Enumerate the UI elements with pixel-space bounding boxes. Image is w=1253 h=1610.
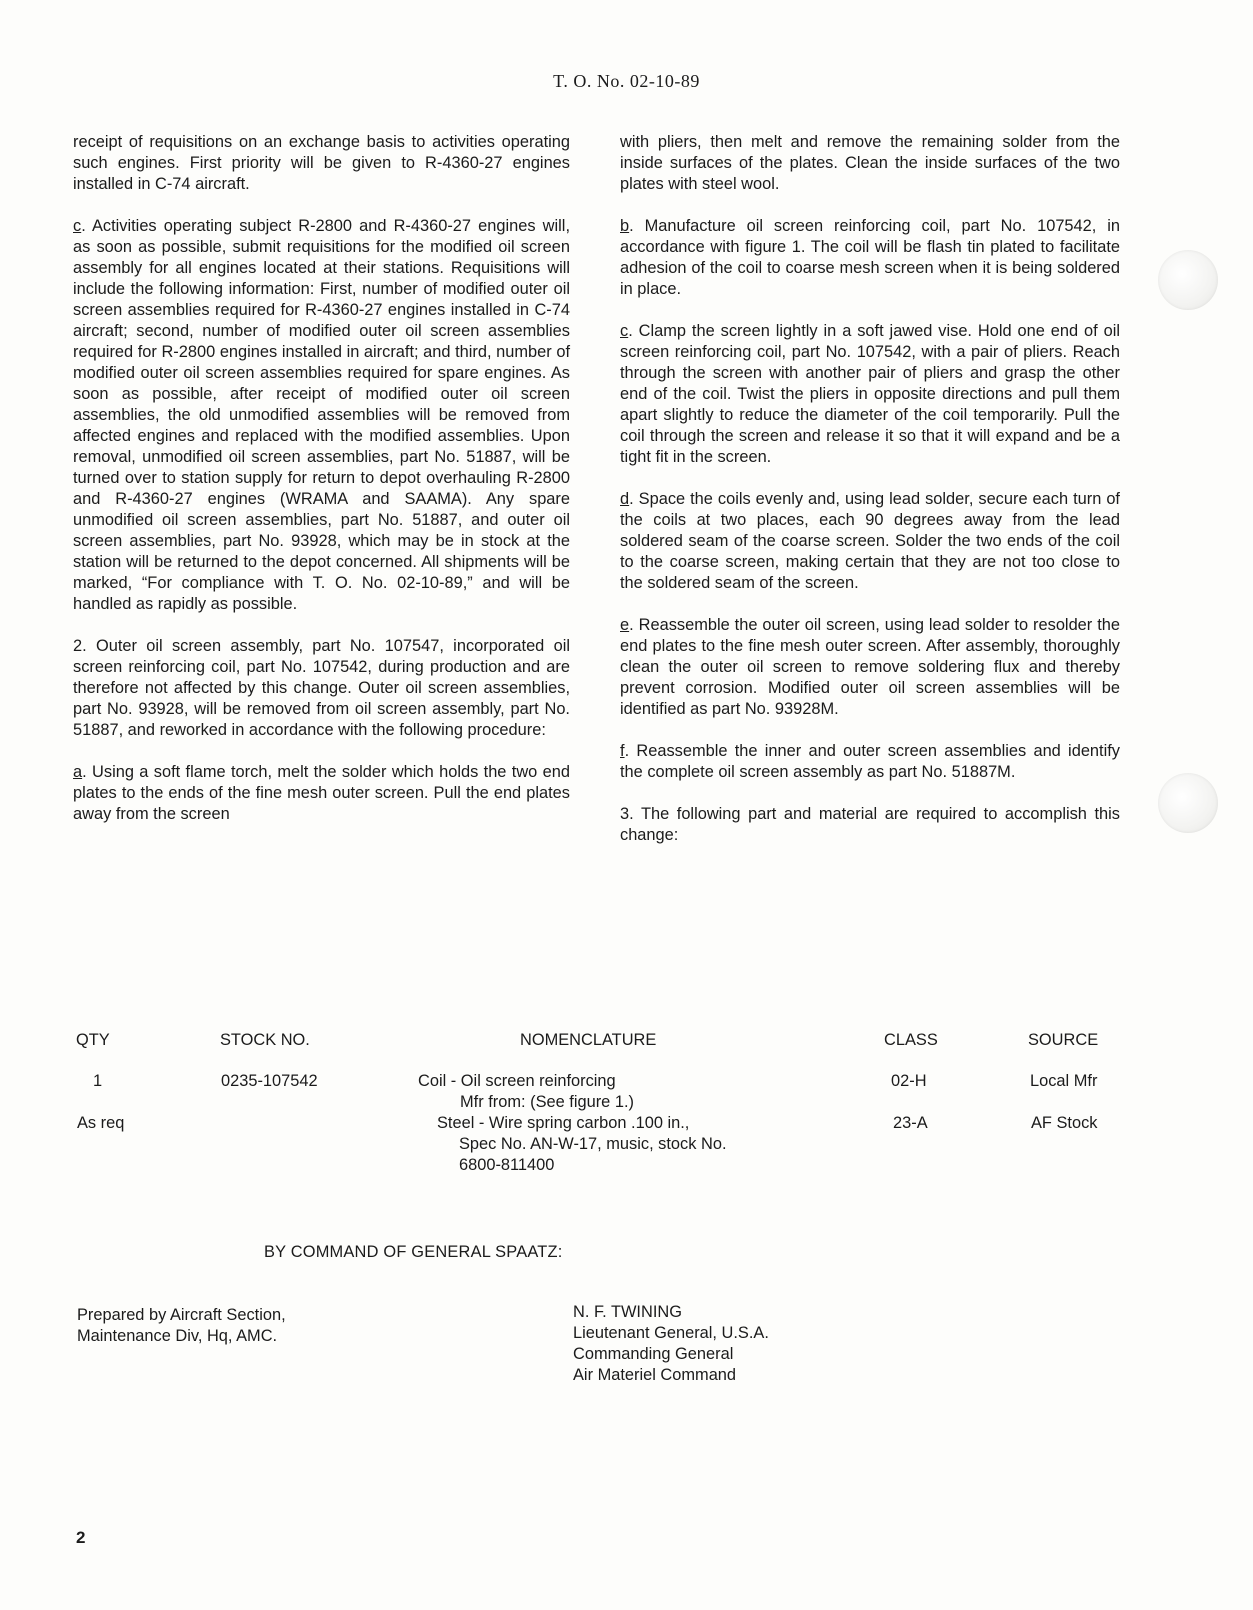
prepared-by <box>77 1305 286 1347</box>
paragraph-marker: c <box>620 322 629 340</box>
nomenclature-line: Coil - Oil screen reinforcing <box>418 1072 616 1090</box>
header-class: CLASS <box>884 1031 938 1049</box>
cell-source: Local Mfr <box>1030 1072 1098 1090</box>
prepared-line: Maintenance Div, Hq, AMC. <box>77 1327 278 1345</box>
paragraph-marker: c <box>73 217 82 235</box>
cell-class: 23-A <box>893 1114 928 1132</box>
paragraph-marker: f <box>620 742 625 760</box>
cell-source: AF Stock <box>1031 1114 1098 1132</box>
paragraph-text: . Reassemble the inner and outer screen assemblies and identify the complete oil screen assembly as part No. 51887M. <box>620 742 1120 781</box>
prepared-line: Prepared by Aircraft Section, <box>77 1306 286 1324</box>
punch-hole-top <box>1158 250 1218 310</box>
cell-qty: 1 <box>93 1072 103 1090</box>
paragraph-marker: e <box>620 616 630 634</box>
paragraph-b <box>620 216 1120 300</box>
cell-nomenclature <box>437 1113 727 1176</box>
paragraph-f <box>620 741 1120 783</box>
paragraph-e <box>620 615 1120 720</box>
signatory-name: N. F. TWINING <box>573 1303 682 1321</box>
paragraph-text: . Space the coils evenly and, using lead solder, secure each turn of the coils at two places, each 90 degrees away from the lead soldered seam of the coarse screen. Solder the two ends of the coil to the coarse screen, making certain that they are not too close to the soldered seam of the screen. <box>620 490 1120 592</box>
page-number: 2 <box>76 1528 86 1547</box>
table-row <box>73 1071 1153 1113</box>
paragraph-text: . Using a soft flame torch, melt the solder which holds the two end plates to the ends of the fine mesh outer screen. Pull the end plates away from the screen <box>73 763 570 823</box>
cell-class: 02-H <box>891 1072 927 1090</box>
left-column <box>73 132 570 846</box>
paragraph-text: . Clamp the screen lightly in a soft jawed vise. Hold one end of oil screen reinforcing coil, part No. 107542, with a pair of pliers. Reach through the screen with another pair of pliers and grasp the other end of the coil. Twist the pliers in opposite directions and pull them apart slightly to reduce the diameter of the coil temporarily. Pull the coil through the screen and release it so that it will expand and be a tight fit in the screen. <box>620 322 1120 466</box>
paragraph-a <box>73 762 570 825</box>
signatory-title: Air Materiel Command <box>573 1366 737 1384</box>
signature-block <box>573 1302 769 1386</box>
parts-table-header <box>73 1030 1153 1051</box>
cell-nomenclature <box>418 1071 634 1113</box>
paragraph-marker: b <box>620 217 630 235</box>
command-line: BY COMMAND OF GENERAL SPAATZ: <box>264 1243 563 1261</box>
signatory-title: Lieutenant General, U.S.A. <box>573 1324 769 1342</box>
nomenclature-line: 6800-811400 <box>459 1156 555 1174</box>
paragraph-c <box>73 216 570 615</box>
paragraph-d <box>620 489 1120 594</box>
paragraph-3: 3. The following part and material are required to accomplish this change: <box>620 805 1120 844</box>
nomenclature-line: Spec No. AN-W-17, music, stock No. <box>459 1135 727 1153</box>
header-source: SOURCE <box>1028 1031 1099 1049</box>
paragraph-text: . Activities operating subject R-2800 and R-4360-27 engines will, as soon as possible, submit requisitions for the modified oil screen assembly for all engines located at their stations. Requisitions will include the following information: First, number of modified outer oil screen assemblies required for R-4360-27 engines installed in C-74 aircraft; second, number of modified outer oil screen assemblies required for R-2800 engines installed in aircraft; and third, number of modified outer oil screen assemblies required for spare engines. As soon as possible, after receipt of modified outer oil screen assemblies, the old unmodified assemblies will be removed from affected engines and replaced with the modified assemblies. Upon removal, unmodified oil screen assemblies, part No. 51887, will be turned over to station supply for return to depot overhauling R-2800 and R-4360-27 engines (WRAMA and SAAMA). Any spare unmodified oil screen assemblies, part No. 51887, and outer oil screen assemblies, part No. 93928, which may be in stock at the station will be returned to the depot concerned. All shipments will be marked, “For compliance with T. O. No. 02-10-89,” and will be handled as rapidly as possible. <box>73 217 570 613</box>
cell-stock-no: 0235-107542 <box>221 1072 318 1090</box>
paragraph-c <box>620 321 1120 468</box>
nomenclature-line: Mfr from: (See figure 1.) <box>460 1093 634 1111</box>
paragraph-2: 2. Outer oil screen assembly, part No. 107547, incorporated oil screen reinforcing coil, part No. 107542, during production and are therefore not affected by this change. Outer oil screen assemblies, part No. 93928, will be removed from oil screen assembly, part No. 51887, and reworked in accordance with the following procedure: <box>73 637 570 739</box>
paragraph-marker: d <box>620 490 630 508</box>
right-column <box>620 132 1120 867</box>
table-row <box>73 1113 1153 1176</box>
document-number: T. O. No. 02-10-89 <box>553 71 700 91</box>
paragraph: with pliers, then melt and remove the remaining solder from the inside surfaces of the plates. Clean the inside surfaces of the two plates with steel wool. <box>620 133 1120 193</box>
paragraph-text: . Reassemble the outer oil screen, using lead solder to resolder the end plates to the fine mesh outer screen. After assembly, thoroughly clean the outer oil screen to remove soldering flux and thereby prevent corrosion. Modified outer oil screen assemblies will be identified as part No. 93928M. <box>620 616 1120 718</box>
signatory-title: Commanding General <box>573 1345 734 1363</box>
punch-hole-middle <box>1158 773 1218 833</box>
header-nomenclature: NOMENCLATURE <box>520 1031 657 1049</box>
header-stock-no: STOCK NO. <box>220 1031 310 1049</box>
nomenclature-line: Steel - Wire spring carbon .100 in., <box>437 1114 690 1132</box>
parts-table <box>73 1030 1153 1176</box>
paragraph: receipt of requisitions on an exchange basis to activities operating such engines. First priority will be given to R-4360-27 engines installed in C-74 aircraft. <box>73 133 570 193</box>
paragraph-marker: a <box>73 763 83 781</box>
cell-qty: As req <box>77 1114 125 1132</box>
paragraph-text: . Manufacture oil screen reinforcing coil, part No. 107542, in accordance with figure 1. The coil will be flash tin plated to facilitate adhesion of the coil to coarse mesh screen when it is being soldered in place. <box>620 217 1120 298</box>
header-qty: QTY <box>76 1031 110 1049</box>
